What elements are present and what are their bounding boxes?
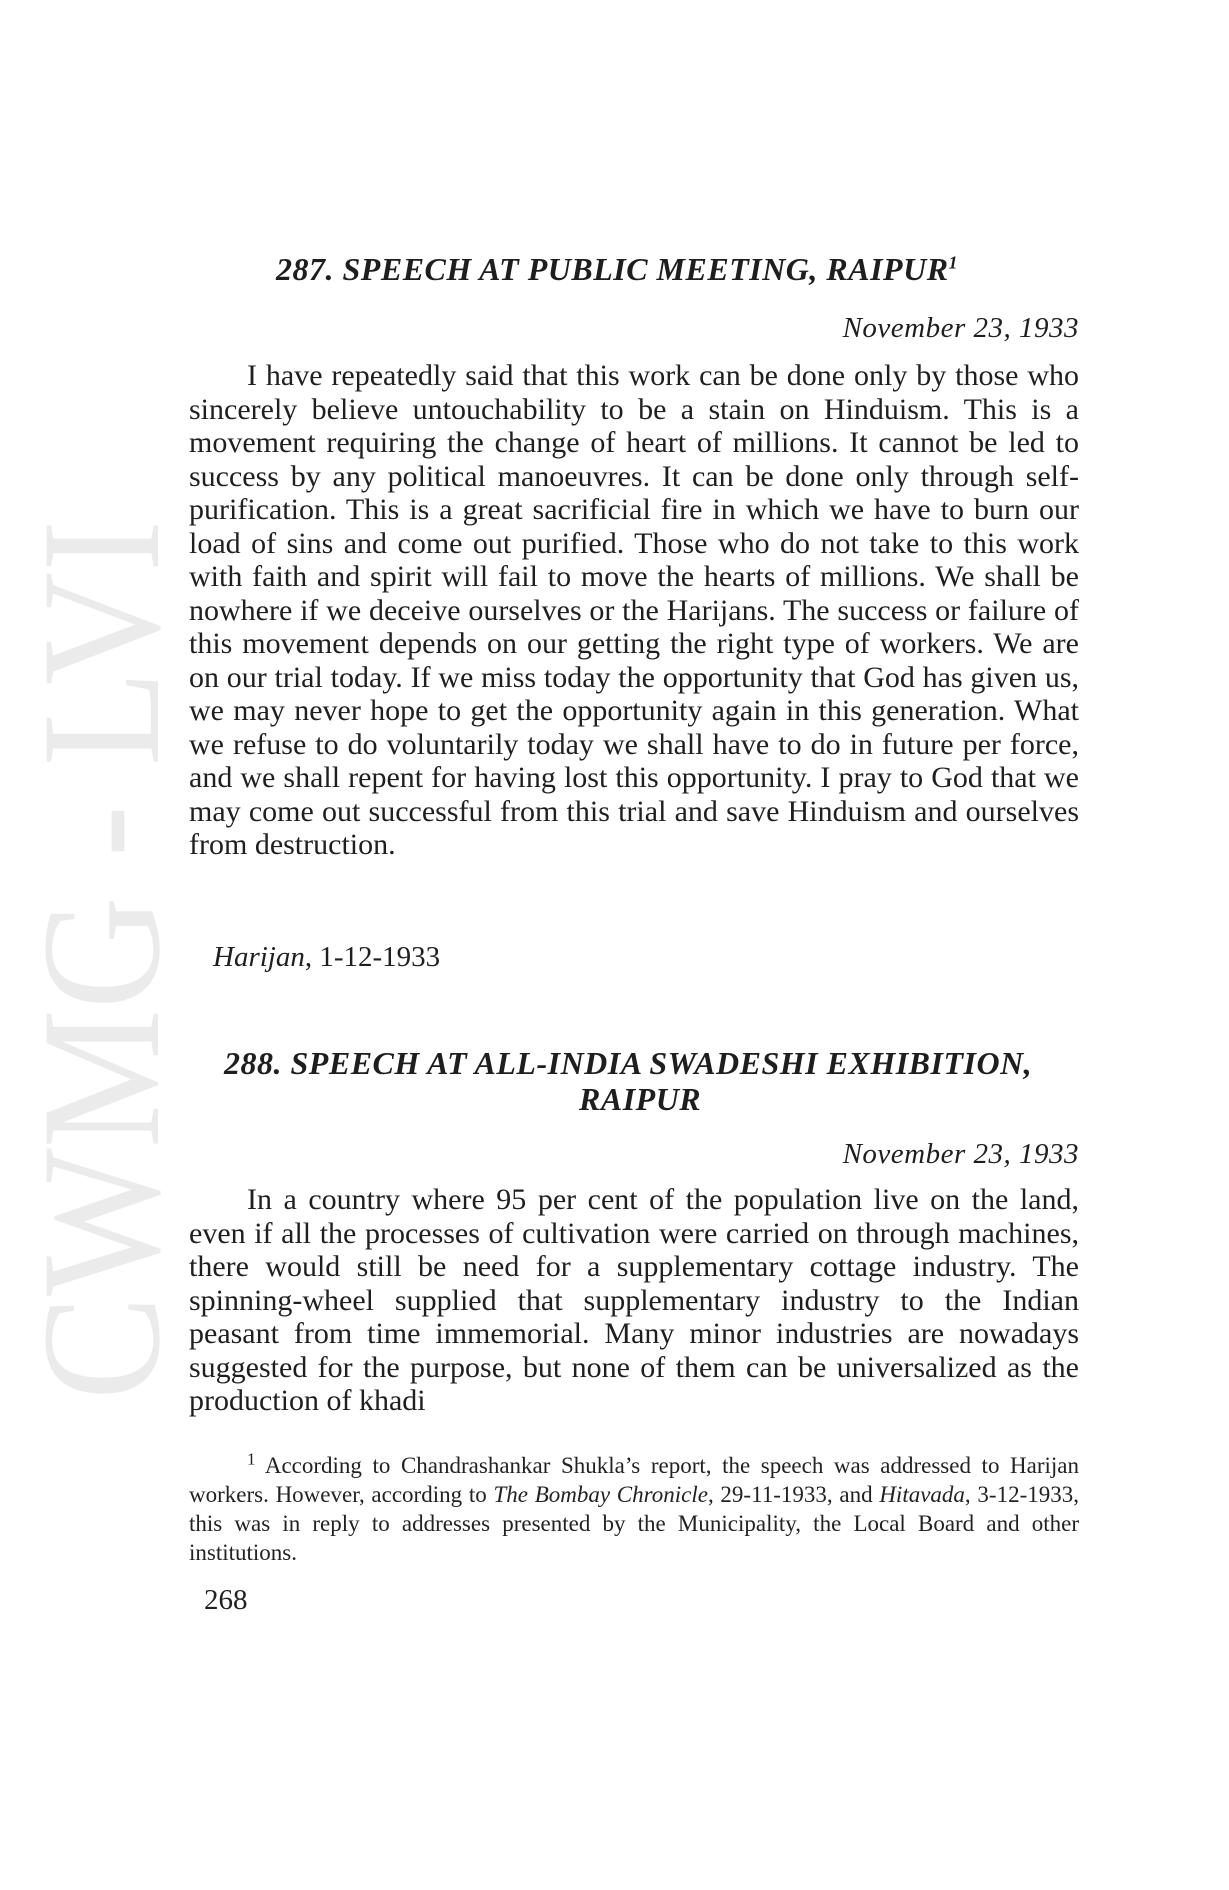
footnote-text-after: , 3-12-1933, this was in reply to addresses presented by the Municipality, the Local Board and other institutions. (189, 1482, 1079, 1565)
section-287-paragraph: I have repeatedly said that this work can be done only by those who sincerely believe untouchability to be a stain on Hinduism. This is a movement requiring the change of heart of millions. It cannot be led to success by any political manoeuvres. It can be done only through self-purification. This is a great sacrificial fire in which we have to burn our load of sins and come out purified. Those who do not take to this work with faith and spirit will fail to move the hearts of millions. We shall be nowhere if we deceive ourselves or the Harijans. The success or failure of this movement depends on our getting the right type of workers. We are on our trial today. If we miss today the opportunity that God has given us, we may never hope to get the opportunity again in this generation. What we refuse to do voluntarily today we shall have to do in future per force, and we shall repent for having lost this opportunity. I pray to God that we may come out successful from this trial and save Hinduism and ourselves from destruction. (189, 359, 1079, 861)
footnote-ref-1: 1 (948, 252, 959, 273)
watermark (7, 443, 195, 1405)
watermark-text: CWMG - LVI (7, 443, 195, 1400)
section-287-heading-text: 287. SPEECH AT PUBLIC MEETING, RAIPUR (276, 251, 949, 287)
section-288-heading-line1: 288. SPEECH AT ALL-INDIA SWADESHI EXHIBITION, (224, 1045, 1033, 1081)
section-287-heading (276, 250, 958, 288)
section-288-date: November 23, 1933 (842, 1138, 1079, 1170)
footnote (189, 1451, 1079, 1567)
section-287-body (189, 359, 1079, 862)
footnote-publication-1: The Bombay Chronicle (493, 1482, 708, 1507)
footnote-number: 1 (247, 1449, 256, 1469)
section-287-source: Harijan, 1-12-1933 (213, 941, 441, 973)
footnote-text-before: According to Chandrashankar Shukla’s report, the speech was addressed to Harijan workers. However, according to (189, 1453, 1080, 1507)
source-date: 1-12-1933 (319, 941, 441, 973)
footnote-publication-2: Hitavada (879, 1482, 965, 1507)
section-287-date: November 23, 1933 (842, 312, 1079, 344)
footnote-text-middle: , 29-11-1933, and (707, 1482, 880, 1507)
section-288-body (189, 1183, 1079, 1418)
section-288-heading-line2: RAIPUR (579, 1081, 702, 1117)
watermark-graphic (7, 443, 195, 1405)
source-publication: Harijan (213, 941, 305, 973)
page-number: 268 (204, 1584, 248, 1616)
footnote-paragraph (189, 1451, 1079, 1567)
section-288-paragraph: In a country where 95 per cent of the population live on the land, even if all the processes of cultivation were carried on through machines, there would still be need for a supplementary cottage industry. The spinning-wheel supplied that supplementary industry to the Indian peasant from time immemorial. Many minor industries are nowadays suggested for the purpose, but none of them can be universalized as the production of khadi (189, 1183, 1079, 1417)
